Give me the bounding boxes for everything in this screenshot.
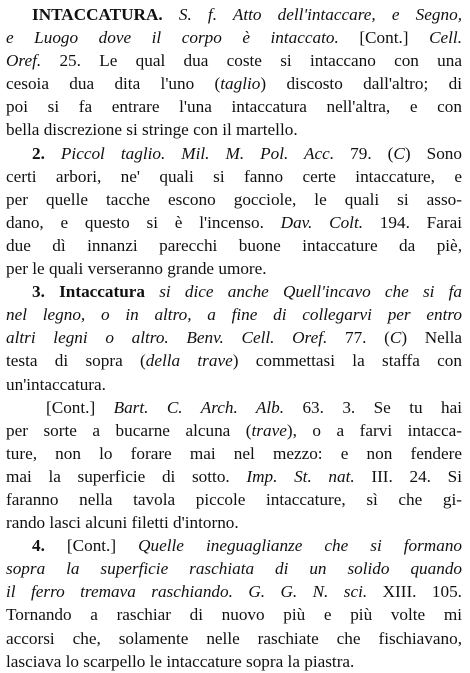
italic-text: C [393,143,405,163]
text-line [6,627,462,650]
italic-text: Imp. St. nat. [246,466,355,486]
roman-text: per le quali verseranno grande umore. [6,259,267,279]
roman-text: rando lasci alcuni filetti d'intorno. [6,513,239,533]
text-line [6,511,462,534]
text-line [6,142,462,165]
text-line [6,234,462,257]
text-line [6,211,462,234]
italic-text: S. f. Atto dell'intaccare, e Segno, [162,5,462,24]
roman-text: 79. ( [334,143,394,163]
italic-text: il ferro tremava raschiando. G. G. N. sci. [6,582,368,602]
roman-text: III. 24. Si [354,466,462,486]
text-line [6,257,462,280]
roman-text: 194. Farai [363,212,462,232]
text-line [6,349,462,372]
roman-text: XIII. 105. [367,582,462,602]
roman-text: [Cont.] [46,397,114,417]
text-line [6,188,462,211]
text-line [6,419,462,442]
text-line [6,396,462,419]
roman-text: ture, non lo forare mai nel mezzo: e non fendere [6,443,462,463]
roman-text: bella discrezione si stringe con il martello. [6,120,298,140]
italic-text: si dice anche Quell'incavo che si fa [145,282,462,302]
text-line [6,580,462,603]
text-line [6,26,462,49]
text-line [6,326,462,349]
italic-text: altri legni o altro. Benv. Cell. Oref. [6,328,328,348]
italic-text: e Luogo dove il corpo è intaccato. [6,28,339,48]
roman-text: Tornando a raschiar di nuovo più e più volte mi [6,605,462,625]
text-line [6,280,462,303]
roman-text: ) Nella [401,328,462,348]
italic-text: taglio [220,74,261,94]
roman-text: due dì innanzi parecchi buone intaccature da piè, [6,235,462,255]
italic-text: C [389,328,402,348]
text-line [6,165,462,188]
bold-text: 4. [32,536,45,556]
bold-text: INTACCATURA. [32,5,163,24]
italic-text: trave [251,420,287,440]
dictionary-entry-intaccatura [6,3,462,673]
roman-text: accorsi che, solamente nelle raschiate che fischiavano, [6,628,462,648]
italic-text: Quelle ineguaglianze che si formano [138,536,463,556]
text-line [6,465,462,488]
roman-text: 63. 3. Se tu hai [284,397,462,417]
roman-text: mai la superficie di sotto. [6,466,247,486]
italic-text: Bart. C. Arch. Alb. [113,397,285,417]
text-line [6,557,462,580]
italic-text: Cell. [429,28,463,48]
roman-text: 77. ( [327,328,390,348]
roman-text: ), o a farvi intacca- [286,420,462,440]
bold-text: 3. Intaccatura [32,282,146,302]
roman-text: faranno nella tavola piccole intaccature, sì che gi- [6,489,462,509]
text-line [6,488,462,511]
roman-text: poi si fa entrare l'una intaccatura nell'altra, e con [6,97,462,117]
text-line [6,303,462,326]
bold-text: 2. [32,143,45,163]
text-line [6,95,462,118]
roman-text: per sorte a bucarne alcuna ( [6,420,252,440]
text-line [6,603,462,626]
roman-text: testa di sopra ( [6,351,146,371]
roman-text: un'intaccatura. [6,374,106,394]
italic-text: nel legno, o in altro, a fine di collegarvi per entro [6,305,462,325]
roman-text: ) discosto dall'altro; di [260,74,462,94]
roman-text: ) Sono [404,143,462,163]
roman-text: ) commettasi la staffa con [232,351,462,371]
roman-text: per quelle tacche escono gocciole, le quali si asso- [6,189,462,209]
italic-text: della trave [145,351,233,371]
text-line [6,373,462,396]
text-line [6,442,462,465]
text-line [6,49,462,72]
roman-text: [Cont.] [44,536,139,556]
roman-text: lasciava lo scarpello le intaccature sopra la piastra. [6,651,355,671]
text-line [6,3,462,26]
italic-text: sopra la superficie raschiata di un solido quando [6,559,462,579]
roman-text: dano, e questo si è l'incenso. [6,212,281,232]
roman-text: [Cont.] [338,28,430,48]
text-line [6,534,462,557]
italic-text: Oref. [6,51,42,71]
text-line [6,72,462,95]
text-line [6,650,462,673]
italic-text: Dav. Colt. [280,212,364,232]
roman-text: cesoia dua dita l'uno ( [6,74,221,94]
roman-text: certi arbori, ne' quali si fanno certe intaccature, e [6,166,462,186]
text-line [6,118,462,141]
italic-text: Piccol taglio. Mil. M. Pol. Acc. [44,143,335,163]
roman-text: 25. Le qual dua coste si intaccano con una [41,51,462,71]
